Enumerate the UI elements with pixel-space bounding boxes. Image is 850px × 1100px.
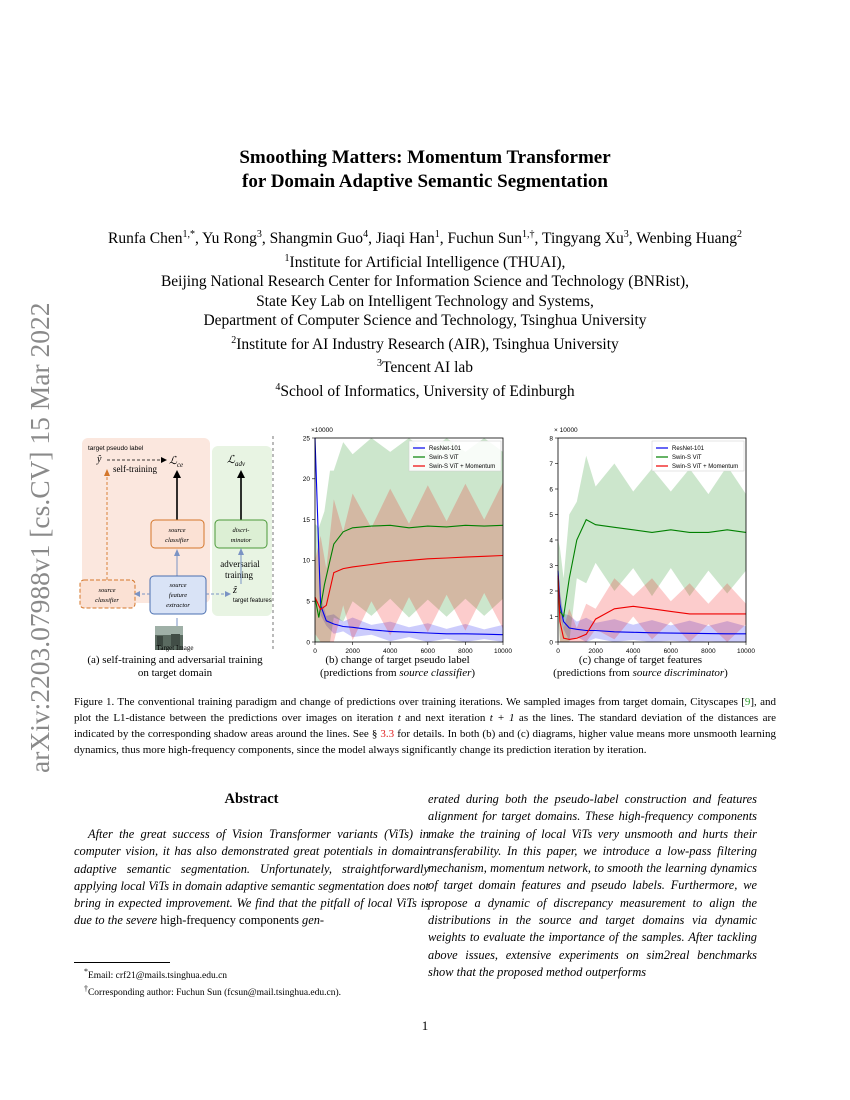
y-tick-label: 5 bbox=[549, 511, 553, 519]
author-name: Fuchun Sun$^{1,\dagger}$ bbox=[447, 229, 535, 248]
footnotes bbox=[74, 966, 434, 999]
z-hat-label: ẑ bbox=[233, 585, 237, 596]
author-name: Wenbing Huang$^2$ bbox=[636, 229, 742, 248]
affiliation: $^3$Tencent AI lab bbox=[376, 358, 474, 377]
x-tick-label: 10000 bbox=[736, 648, 755, 654]
footnote-rule bbox=[74, 962, 170, 963]
chart-pseudo-label bbox=[284, 422, 512, 654]
citation-link[interactable]: 9 bbox=[744, 696, 751, 708]
x-tick-label: 2000 bbox=[345, 648, 360, 654]
arxiv-id: arXiv:2203.07988v1 [cs.CV] 15 Mar 2022 bbox=[24, 302, 55, 773]
svg-text:classifier: classifier bbox=[165, 537, 189, 544]
svg-text:target features: target features bbox=[233, 598, 272, 604]
x-tick-label: 2000 bbox=[588, 648, 603, 654]
l-adv-label: ℒ$_{adv}$ bbox=[227, 454, 246, 468]
svg-text:training: training bbox=[225, 570, 253, 580]
y-tick-label: 5 bbox=[306, 598, 310, 606]
y-tick-label: 8 bbox=[549, 435, 553, 443]
x-tick-label: 10000 bbox=[493, 648, 512, 654]
abstract-left-column: After the great success of Vision Transformer variants (ViTs) in computer vision, it has also demonstrated great potentials in domain adaptive semantic segmentation. Unfortunately, straightforwardly applying local ViTs in domain adaptive semantic segmentation does not bring in expected improvement. We find that the pitfall of local ViTs is due to the severe high-frequency components gen- bbox=[74, 827, 429, 928]
self-training-text: self-training bbox=[113, 464, 157, 474]
y-tick-label: 2 bbox=[549, 588, 553, 596]
affiliation: Department of Computer Science and Technology, Tsinghua University bbox=[203, 312, 647, 330]
affiliation: State Key Lab on Intelligent Technology and Systems, bbox=[256, 292, 594, 310]
y-tick-label: 4 bbox=[549, 537, 553, 545]
svg-text:source: source bbox=[169, 582, 187, 589]
affiliation: $^1$Institute for Artificial Intelligence (THUAI), bbox=[284, 252, 566, 271]
x-tick-label: 6000 bbox=[663, 648, 679, 654]
target-image-label: Target Image bbox=[156, 644, 194, 652]
x-tick-label: 8000 bbox=[458, 648, 473, 654]
section-link[interactable]: 3.3 bbox=[380, 728, 395, 740]
y-tick-label: 0 bbox=[549, 639, 553, 647]
x-tick-label: 6000 bbox=[420, 648, 436, 654]
y-tick-label: 1 bbox=[549, 613, 553, 621]
legend-entry: Swin-S ViT + Momentum bbox=[429, 464, 496, 471]
affiliation: Beijing National Research Center for Information Science and Technology (BNRist), bbox=[160, 273, 690, 291]
y-tick-label: 3 bbox=[549, 562, 553, 570]
chart-target-features bbox=[527, 422, 755, 654]
author-name: Jiaqi Han$^1$ bbox=[375, 229, 440, 248]
l-ce-label: ℒ$_{ce}$ bbox=[169, 455, 184, 469]
affiliation: $^2$Institute for AI Industry Research (AIR), Tsinghua University bbox=[231, 334, 619, 353]
svg-text:extractor: extractor bbox=[166, 602, 190, 609]
page-number: 1 bbox=[421, 1018, 429, 1033]
abstract-right-column: erated during both the pseudo-label construction and features alignment for target domains. These high-frequency components make the training of local ViTs very unsmooth and hurts their transferability. In this paper, we introduce a low-pass filtering mechanism, momentum network, to smooth the learning dynamics of target domain features and pseudo labels. Furthermore, we propose a dynamic of discrepancy measurement to align the distributions in the source and target domains via dynamic weights to evaluate the importance of the samples. After tackling above issues, extensive experiments on sim2real benchmarks show that the proposed method outperforms bbox=[428, 792, 757, 979]
y-tick-label: 25 bbox=[302, 435, 310, 443]
pseudo-label-text: target pseudo label bbox=[88, 445, 144, 452]
svg-text:source: source bbox=[98, 587, 116, 594]
axis-multiplier: × 10000 bbox=[554, 427, 578, 434]
subcaption-b: (b) change of target pseudo label (predictions from source classifier) bbox=[319, 654, 476, 679]
y-tick-label: 15 bbox=[302, 516, 310, 524]
legend-entry: Swin-S ViT bbox=[429, 455, 459, 462]
x-tick-label: 0 bbox=[556, 648, 560, 654]
axis-multiplier: ×10000 bbox=[311, 427, 333, 434]
author-block bbox=[0, 225, 850, 402]
title-line-2: for Domain Adaptive Semantic Segmentation bbox=[242, 171, 608, 192]
y-tick-label: 0 bbox=[306, 639, 310, 647]
svg-text:source: source bbox=[168, 527, 186, 534]
x-tick-label: 0 bbox=[313, 648, 317, 654]
figure-caption: Figure 1. The conventional training paradigm and change of predictions over training iterations. We sampled images from target domain, Cityscapes [9], and plot the L1-distance between the predictions over images on iteration t and next iteration t + 1 as the lines. The standard deviation of the distances are indicated by the corresponding shadow areas around the lines. See § 3.3 for details. In both (b) and (c) diagrams, higher value means more unsmooth learning dynamics, thus more high-frequency components, since the model always significantly change its prediction iteration by iteration. bbox=[74, 696, 777, 756]
subcaption-c: (c) change of target features (predictions from source discriminator) bbox=[553, 654, 728, 679]
y-tick-label: 6 bbox=[549, 486, 553, 494]
legend-entry: ResNet-101 bbox=[672, 446, 705, 453]
x-tick-label: 4000 bbox=[382, 648, 398, 654]
author-name: Runfa Chen$^{1,*}$ bbox=[108, 229, 195, 248]
legend-entry: Swin-S ViT + Momentum bbox=[672, 464, 739, 471]
svg-text:minator: minator bbox=[230, 537, 252, 544]
title-line-1: Smoothing Matters: Momentum Transformer bbox=[239, 147, 611, 168]
footnote-corresponding: †Corresponding author: Fuchun Sun (fcsun@mail.tsinghua.edu.cn). bbox=[84, 983, 342, 998]
paper-title bbox=[0, 146, 850, 194]
x-tick-label: 8000 bbox=[701, 648, 716, 654]
y-tick-label: 7 bbox=[549, 460, 553, 468]
footnote-email: *Email: crf21@mails.tsinghua.edu.cn bbox=[84, 967, 228, 982]
author-name: Yu Rong$^3$ bbox=[202, 229, 262, 248]
author-name: Tingyang Xu$^3$ bbox=[542, 229, 629, 248]
subcaption-a: (a) self-training and adversarial training on target domain bbox=[87, 654, 263, 679]
svg-text:discri-: discri- bbox=[232, 527, 250, 534]
x-tick-label: 4000 bbox=[625, 648, 641, 654]
svg-text:classifier: classifier bbox=[95, 597, 119, 604]
affiliation: $^4$School of Informatics, University of Edinburgh bbox=[275, 382, 575, 401]
y-hat-label: ŷ bbox=[97, 454, 102, 465]
training-diagram bbox=[75, 436, 275, 651]
legend-entry: ResNet-101 bbox=[429, 446, 462, 453]
figure-1 bbox=[75, 418, 775, 686]
legend-entry: Swin-S ViT bbox=[672, 455, 702, 462]
y-tick-label: 20 bbox=[302, 476, 310, 484]
y-tick-label: 10 bbox=[302, 557, 310, 565]
affiliation-list bbox=[0, 249, 850, 402]
abstract-heading: Abstract bbox=[224, 791, 279, 807]
author-name: Shangmin Guo$^4$ bbox=[269, 229, 369, 248]
adversarial-text: adversarial bbox=[220, 559, 260, 569]
author-list: Runfa Chen$^{1,*}$, Yu Rong$^3$, Shangmin Guo$^4$, Jiaqi Han$^1$, Fuchun Sun$^{1,\dagger}$, Tingyang Xu$^3$, Wenbing Huang$^2$ bbox=[108, 229, 742, 248]
svg-text:feature: feature bbox=[168, 592, 188, 599]
